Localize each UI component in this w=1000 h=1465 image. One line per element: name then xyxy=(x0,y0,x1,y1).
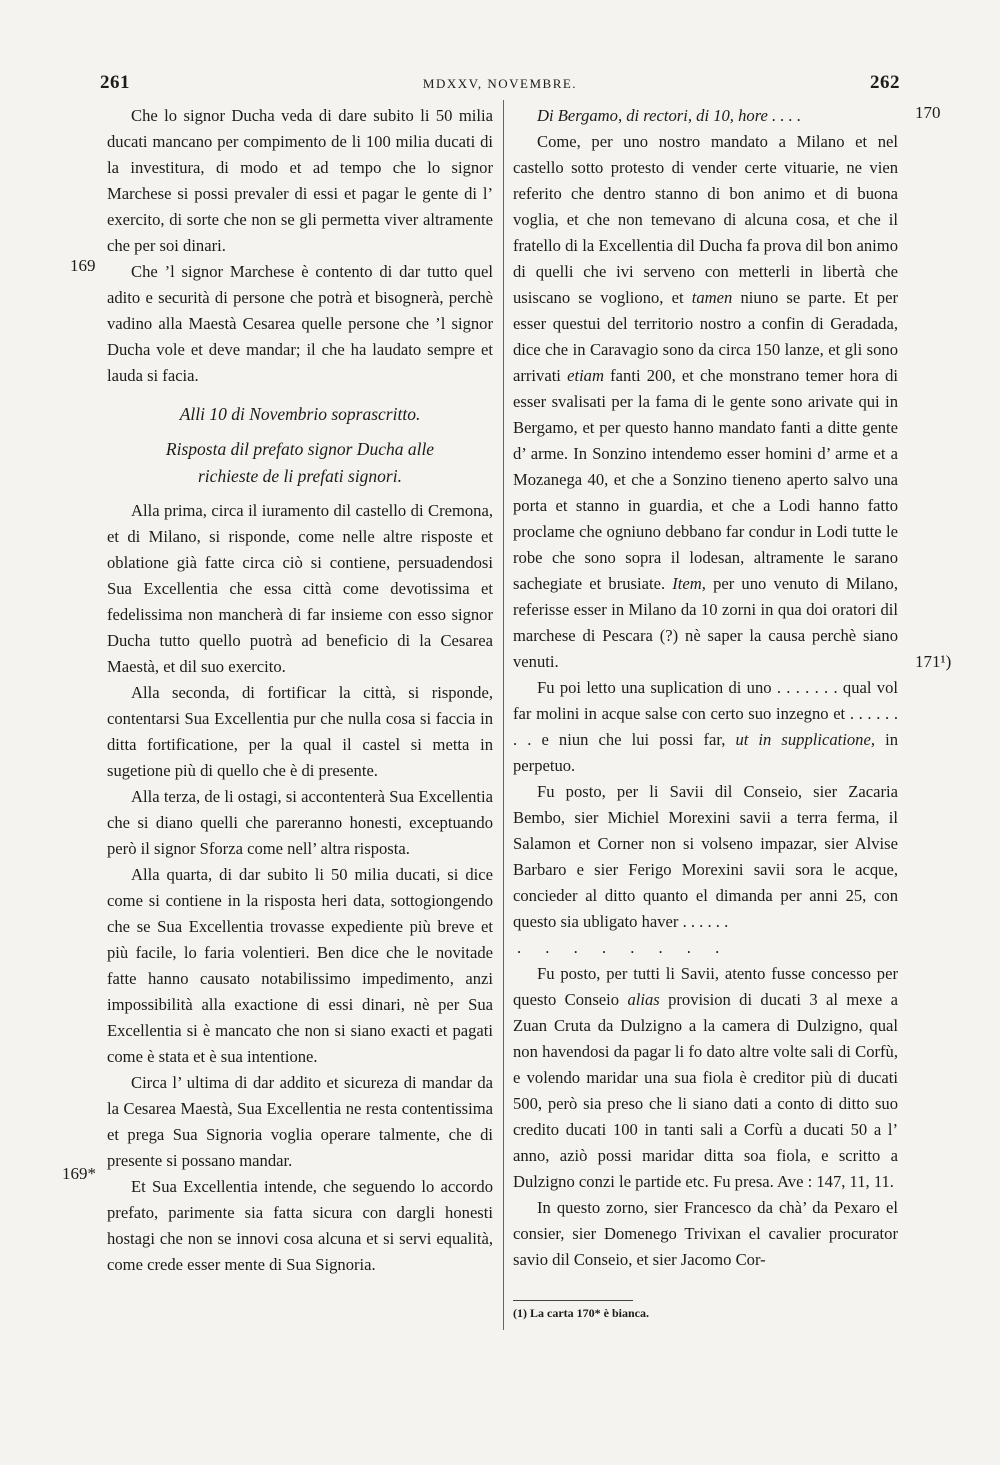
running-title: MDXXV, NOVEMBRE. xyxy=(422,76,578,91)
margin-note-171: 171¹) xyxy=(915,652,952,671)
footnote: (1) La carta 170* è bianca. xyxy=(513,1306,649,1320)
paragraph: Alla quarta, di dar subito li 50 milia ducati, si dice come si contiene in la risposta heri data, sottogiongendo che se Sua Excellentia trovasse expediente più breve et più facile, lo faria volentieri. Ben dice che le novitade fatte hanno causato notabilissimo impedimento, anzi impossibilità alla exactione di essi dinari, nè per Sua Excellentia si è mancato che non si siano exacti et pagati come è stata et è sua intentione. xyxy=(107,865,493,1066)
paragraph: Che ’l signor Marchese è contento di dar tutto quel adito e securità di persone che potrà et bisognerà, perchè vadino alla Maestà Cesarea quelle persone che ’l signor Ducha vole et deve mandar; il che ha laudato sempre et lauda si facia. xyxy=(107,262,493,385)
paragraph: In questo zorno, sier Francesco da chà’ da Pexaro el consier, sier Domenego Trivixan el cavalier procurator savio dil Conseio, et sier Jacomo Cor- xyxy=(513,1198,898,1269)
text-run: niuno se parte. Et per esser questui del territorio nostro a confin di Geradada, dice che in Caravagio sono da circa 150 lanze, et gli sono arrivati xyxy=(513,288,898,385)
page-number-right: 262 xyxy=(870,72,900,93)
right-column xyxy=(513,103,898,1273)
italic-phrase: ut in supplicatione, xyxy=(735,730,875,749)
text-run: Fu poi letto una suplication di uno . . . . . . . qual vol far molini in acque salse con certo suo inzegno et . . . . . . . . e niun che lui possi far, xyxy=(513,678,898,749)
date-heading: Alli 10 di Novembrio soprascritto. xyxy=(179,404,421,424)
margin-note-170: 170 xyxy=(915,103,941,122)
paragraph: Et Sua Excellentia intende, che seguendo lo accordo prefato, parimente sia fatta sicura con dargli honesti hostagi che non se innovi cosa alcuna et si servi equalità, come crede esser mente di Sua Signoria. xyxy=(107,1177,493,1274)
italic-word: tamen xyxy=(691,288,733,307)
footnote-rule xyxy=(513,1300,633,1301)
paragraph: Alla seconda, di fortificar la città, si risponde, contentarsi Sua Excellentia pur che nulla cosa si faccia in ditta fortificatione, per la qual il castel si metta in sugetione più di quello che è di presente. xyxy=(107,683,493,780)
text-run: per uno venuto di Milano, referisse esser in Milano da 10 zorni in qua doi oratori dil marchese di Pescara (?) nè saper la causa perchè siano venuti. xyxy=(513,574,898,671)
paragraph: Alla terza, de li ostagi, si accontenterà Sua Excellentia che si diano quelli che pareranno honesti, exceptuando però il signor Sforza come nell’ altra risposta. xyxy=(107,787,493,858)
column-divider xyxy=(503,100,504,1330)
page-number-left: 261 xyxy=(100,72,130,93)
margin-note-169-star: 169* xyxy=(62,1164,96,1183)
italic-word: etiam xyxy=(567,366,604,385)
paragraph: Circa l’ ultima di dar addito et sicureza di mandar da la Cesarea Maestà, Sua Excellentia ne resta contentissima et prega Sua Signoria voglia operare talmente, che di presente si possano mandar. xyxy=(107,1073,493,1170)
paragraph: Che lo signor Ducha veda di dare subito li 50 milia ducati mancano per compimento de li 100 milia ducati di la investitura, di modo et ad tempo che lo signor Marchese si possi prevaler di essi et pagar le gente di l’ exercito, di sorte che non se gli permetta viver altramente che per soi dinari. xyxy=(107,106,493,255)
left-column xyxy=(107,103,493,1278)
text-run: in perpetuo. xyxy=(513,730,898,775)
section-heading: Di Bergamo, di rectori, di 10, hore . . . . xyxy=(537,106,802,125)
italic-word: Item, xyxy=(672,574,706,593)
ellipsis-line: . . . . . . . . xyxy=(517,938,730,957)
paragraph xyxy=(513,675,898,779)
paragraph xyxy=(513,961,898,1195)
text-run: fanti 200, et che monstrano temer hora di esser svalisati per la fama di le gente sono arivate qui in Bergamo, et per questo hanno mandato fanti a ditte gente d’ arme. In Sonzino intendemo esser homini d’ arme et a Mozanega 40, et che a Sonzino tieneno aperto salvo una porta et stanno in guardia, et che a Lodi hanno fatto proclame che ogniuno debbano far condur in Lodi tutte le robe che sono sopra il lodesan, altramente le sarano sachegiate et brusiate. xyxy=(513,366,899,593)
margin-note-169: 169 xyxy=(70,256,96,275)
response-heading-line-2: richieste de li prefati signori. xyxy=(198,466,402,486)
page-header xyxy=(100,72,900,102)
response-heading xyxy=(107,436,493,490)
text-run: Fu posto, per tutti li Savii, atento fusse concesso per questo Conseio xyxy=(513,964,898,1009)
paragraph xyxy=(513,129,898,675)
response-heading-line-1: Risposta dil prefato signor Ducha alle xyxy=(165,439,435,459)
text-run: Come, per uno nostro mandato a Milano et nel castello sotto protesto di vender certe vituarie, ne vien referito che dentro stanno di bon animo et di buona voglia, et che non temevano di alcuna cosa, et che il fratello di la Excellentia dil Ducha fa prova dil bon animo di quelli che ivi serveno con metterli in libertà che usiscano se vogliono, et xyxy=(513,132,898,307)
italic-word: alias xyxy=(627,990,660,1009)
paragraph: Fu posto, per li Savii dil Conseio, sier Zacaria Bembo, sier Michiel Morexini savii a terra ferma, il Salamon et Corner non si volseno impazar, sier Alvise Barbaro e sier Ferigo Morexini savii sora le acque, concieder al ditto quanto el dimanda per anni 25, con questo sia ubligato haver . . . . . . xyxy=(513,782,898,931)
text-run: provision di ducati 3 al mexe a Zuan Cruta da Dulzigno a la camera di Dulzigno, qual non havendosi da pagar li fo dato altre volte sali di Corfù, e volendo maridar una sua fiola è creditor più di ducati 500, però sia preso che li siano dati a conto di ditto suo credito ducati 100 in tanti sali a Corfù a ducati 50 a l’ anno, aziò possi maridar ditta soa fiola, e scritto a Dulzigno conzi le partide etc. Fu presa. Ave : 147, 11, 11. xyxy=(513,990,898,1191)
paragraph: Alla prima, circa il iuramento dil castello di Cremona, et di Milano, si risponde, come nelle altre risposte et oblatione già fatte circa ciò si contiene, persuadendosi Sua Excellentia che essa città come devotissima et fedelissima non mancherà di far insieme con esso signor Ducha tutto quello puotrà ad beneficio di la Cesarea Maestà, et dil suo exercito. xyxy=(107,501,493,676)
